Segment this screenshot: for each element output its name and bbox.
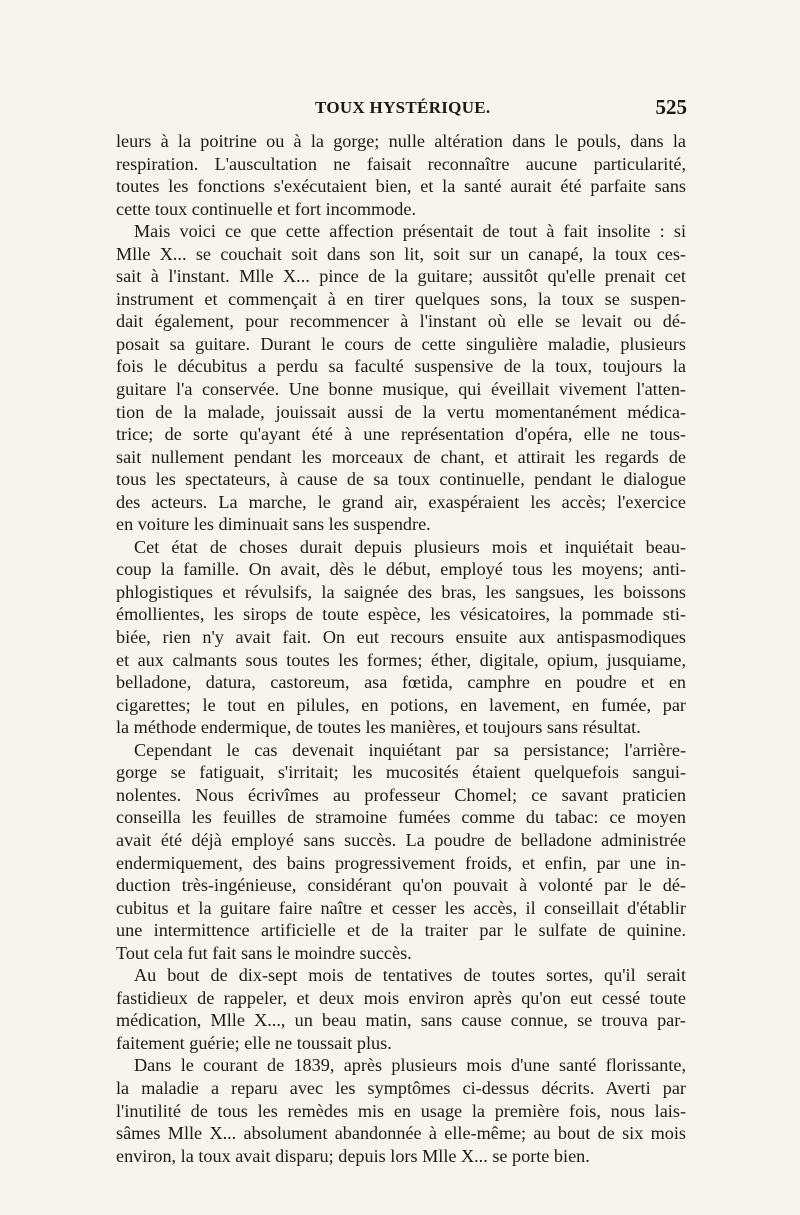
text-line: fois le décubitus a perdu sa faculté suspensive de la toux, toujours la <box>116 356 686 377</box>
text-line: tous les spectateurs, à cause de sa toux continuelle, pendant le dialogue <box>116 469 686 490</box>
text-line: sait à l'instant. Mlle X... pince de la guitare; aussitôt qu'elle prenait cet <box>116 266 686 287</box>
text-line: sait nullement pendant les morceaux de chant, et attirait les regards de <box>116 446 686 467</box>
text-line: belladone, datura, castoreum, asa fœtida, camphre en poudre et en <box>116 672 686 693</box>
text-line: cigarettes; le tout en pilules, en potions, en lavement, en fumée, par <box>116 694 686 715</box>
text-line: posait sa guitare. Durant le cours de cette singulière maladie, plusieurs <box>116 333 686 354</box>
text-line: cette toux continuelle et fort incommode. <box>116 198 416 219</box>
text-line: l'inutilité de tous les remèdes mis en usage la première fois, nous lais- <box>116 1100 686 1121</box>
running-head <box>115 95 687 126</box>
text-line: la méthode endermique, de toutes les manières, et toujours sans résultat. <box>116 717 641 738</box>
text-line: coup la famille. On avait, dès le début, employé tous les moyens; anti- <box>116 559 686 580</box>
text-line: phlogistiques et révulsifs, la saignée des bras, les sangsues, les boissons <box>116 581 686 602</box>
text-line: médication, Mlle X..., un beau matin, sans cause connue, se trouva par- <box>116 1010 686 1031</box>
text-line: biée, rien n'y avait fait. On eut recours ensuite aux antispasmodiques <box>116 627 686 648</box>
text-line: duction très-ingénieuse, considérant qu'on pouvait à volonté par le dé- <box>116 875 686 896</box>
text-line: la maladie a reparu avec les symptômes ci-dessus décrits. Averti par <box>116 1077 686 1098</box>
text-line: instrument et commençait à en tirer quelques sons, la toux se suspen- <box>116 288 686 309</box>
page-number: 525 <box>655 95 687 119</box>
text-line: avait été déjà employé sans succès. La poudre de belladone administrée <box>116 829 686 850</box>
text-line: nolentes. Nous écrivîmes au professeur Chomel; ce savant praticien <box>116 784 686 805</box>
running-title: TOUX HYSTÉRIQUE. <box>315 98 491 117</box>
text-line: guitare l'a conservée. Une bonne musique, qui éveillait vivement l'atten- <box>116 379 686 400</box>
text-line: Au bout de dix-sept mois de tentatives de toutes sortes, qu'il serait <box>134 965 686 986</box>
text-line: endermiquement, des bains progressivement froids, et enfin, par une in- <box>116 852 686 873</box>
text-line: leurs à la poitrine ou à la gorge; nulle altération dans le pouls, dans la <box>116 131 686 151</box>
text-line: cubitus et la guitare faire naître et cesser les accès, il conseillait d'établir <box>116 897 686 918</box>
text-line: faitement guérie; elle ne toussait plus. <box>116 1032 392 1053</box>
text-line: et aux calmants sous toutes les formes; éther, digitale, opium, jusquiame, <box>116 649 686 670</box>
text-line: trice; de sorte qu'ayant été à une représentation d'opéra, elle ne tous- <box>116 424 686 445</box>
text-line: toutes les fonctions s'exécutaient bien, et la santé aurait été parfaite sans <box>116 176 686 197</box>
text-line: Tout cela fut fait sans le moindre succès. <box>116 942 412 963</box>
text-line: Dans le courant de 1839, après plusieurs mois d'une santé florissante, <box>134 1055 686 1076</box>
text-line: dait également, pour recommencer à l'instant où elle se levait ou dé- <box>116 311 686 332</box>
text-line: Mlle X... se couchait soit dans son lit, soit sur un canapé, la toux ces- <box>116 243 686 264</box>
text-line: sâmes Mlle X... absolument abandonnée à elle-même; au bout de six mois <box>116 1123 686 1144</box>
text-line: Cependant le cas devenait inquiétant par sa persistance; l'arrière- <box>134 739 686 760</box>
text-line: environ, la toux avait disparu; depuis lors Mlle X... se porte bien. <box>116 1145 590 1166</box>
text-line: une intermittence artificielle et de la traiter par le sulfate de quinine. <box>116 920 686 941</box>
text-line: des acteurs. La marche, le grand air, exaspéraient les accès; l'exercice <box>116 491 686 512</box>
body-text <box>116 130 686 1167</box>
text-line: Mais voici ce que cette affection présentait de tout à fait insolite : si <box>134 221 686 242</box>
text-line: tion de la malade, jouissait aussi de la vertu momentanément médica- <box>116 401 686 422</box>
text-line: Cet état de choses durait depuis plusieurs mois et inquiétait beau- <box>134 536 686 557</box>
text-line: gorge se fatiguait, s'irritait; les mucosités étaient quelquefois sangui- <box>116 762 686 783</box>
text-line: fastidieux de rappeler, et deux mois environ après qu'on eut cessé toute <box>116 987 686 1008</box>
text-line: conseilla les feuilles de stramoine fumées comme du tabac: ce moyen <box>116 807 686 828</box>
text-line: en voiture les diminuait sans les suspendre. <box>116 514 431 535</box>
text-line: émollientes, les sirops de toute espèce, les vésicatoires, la pommade sti- <box>116 604 686 625</box>
text-line: respiration. L'auscultation ne faisait reconnaître aucune particularité, <box>116 153 686 174</box>
